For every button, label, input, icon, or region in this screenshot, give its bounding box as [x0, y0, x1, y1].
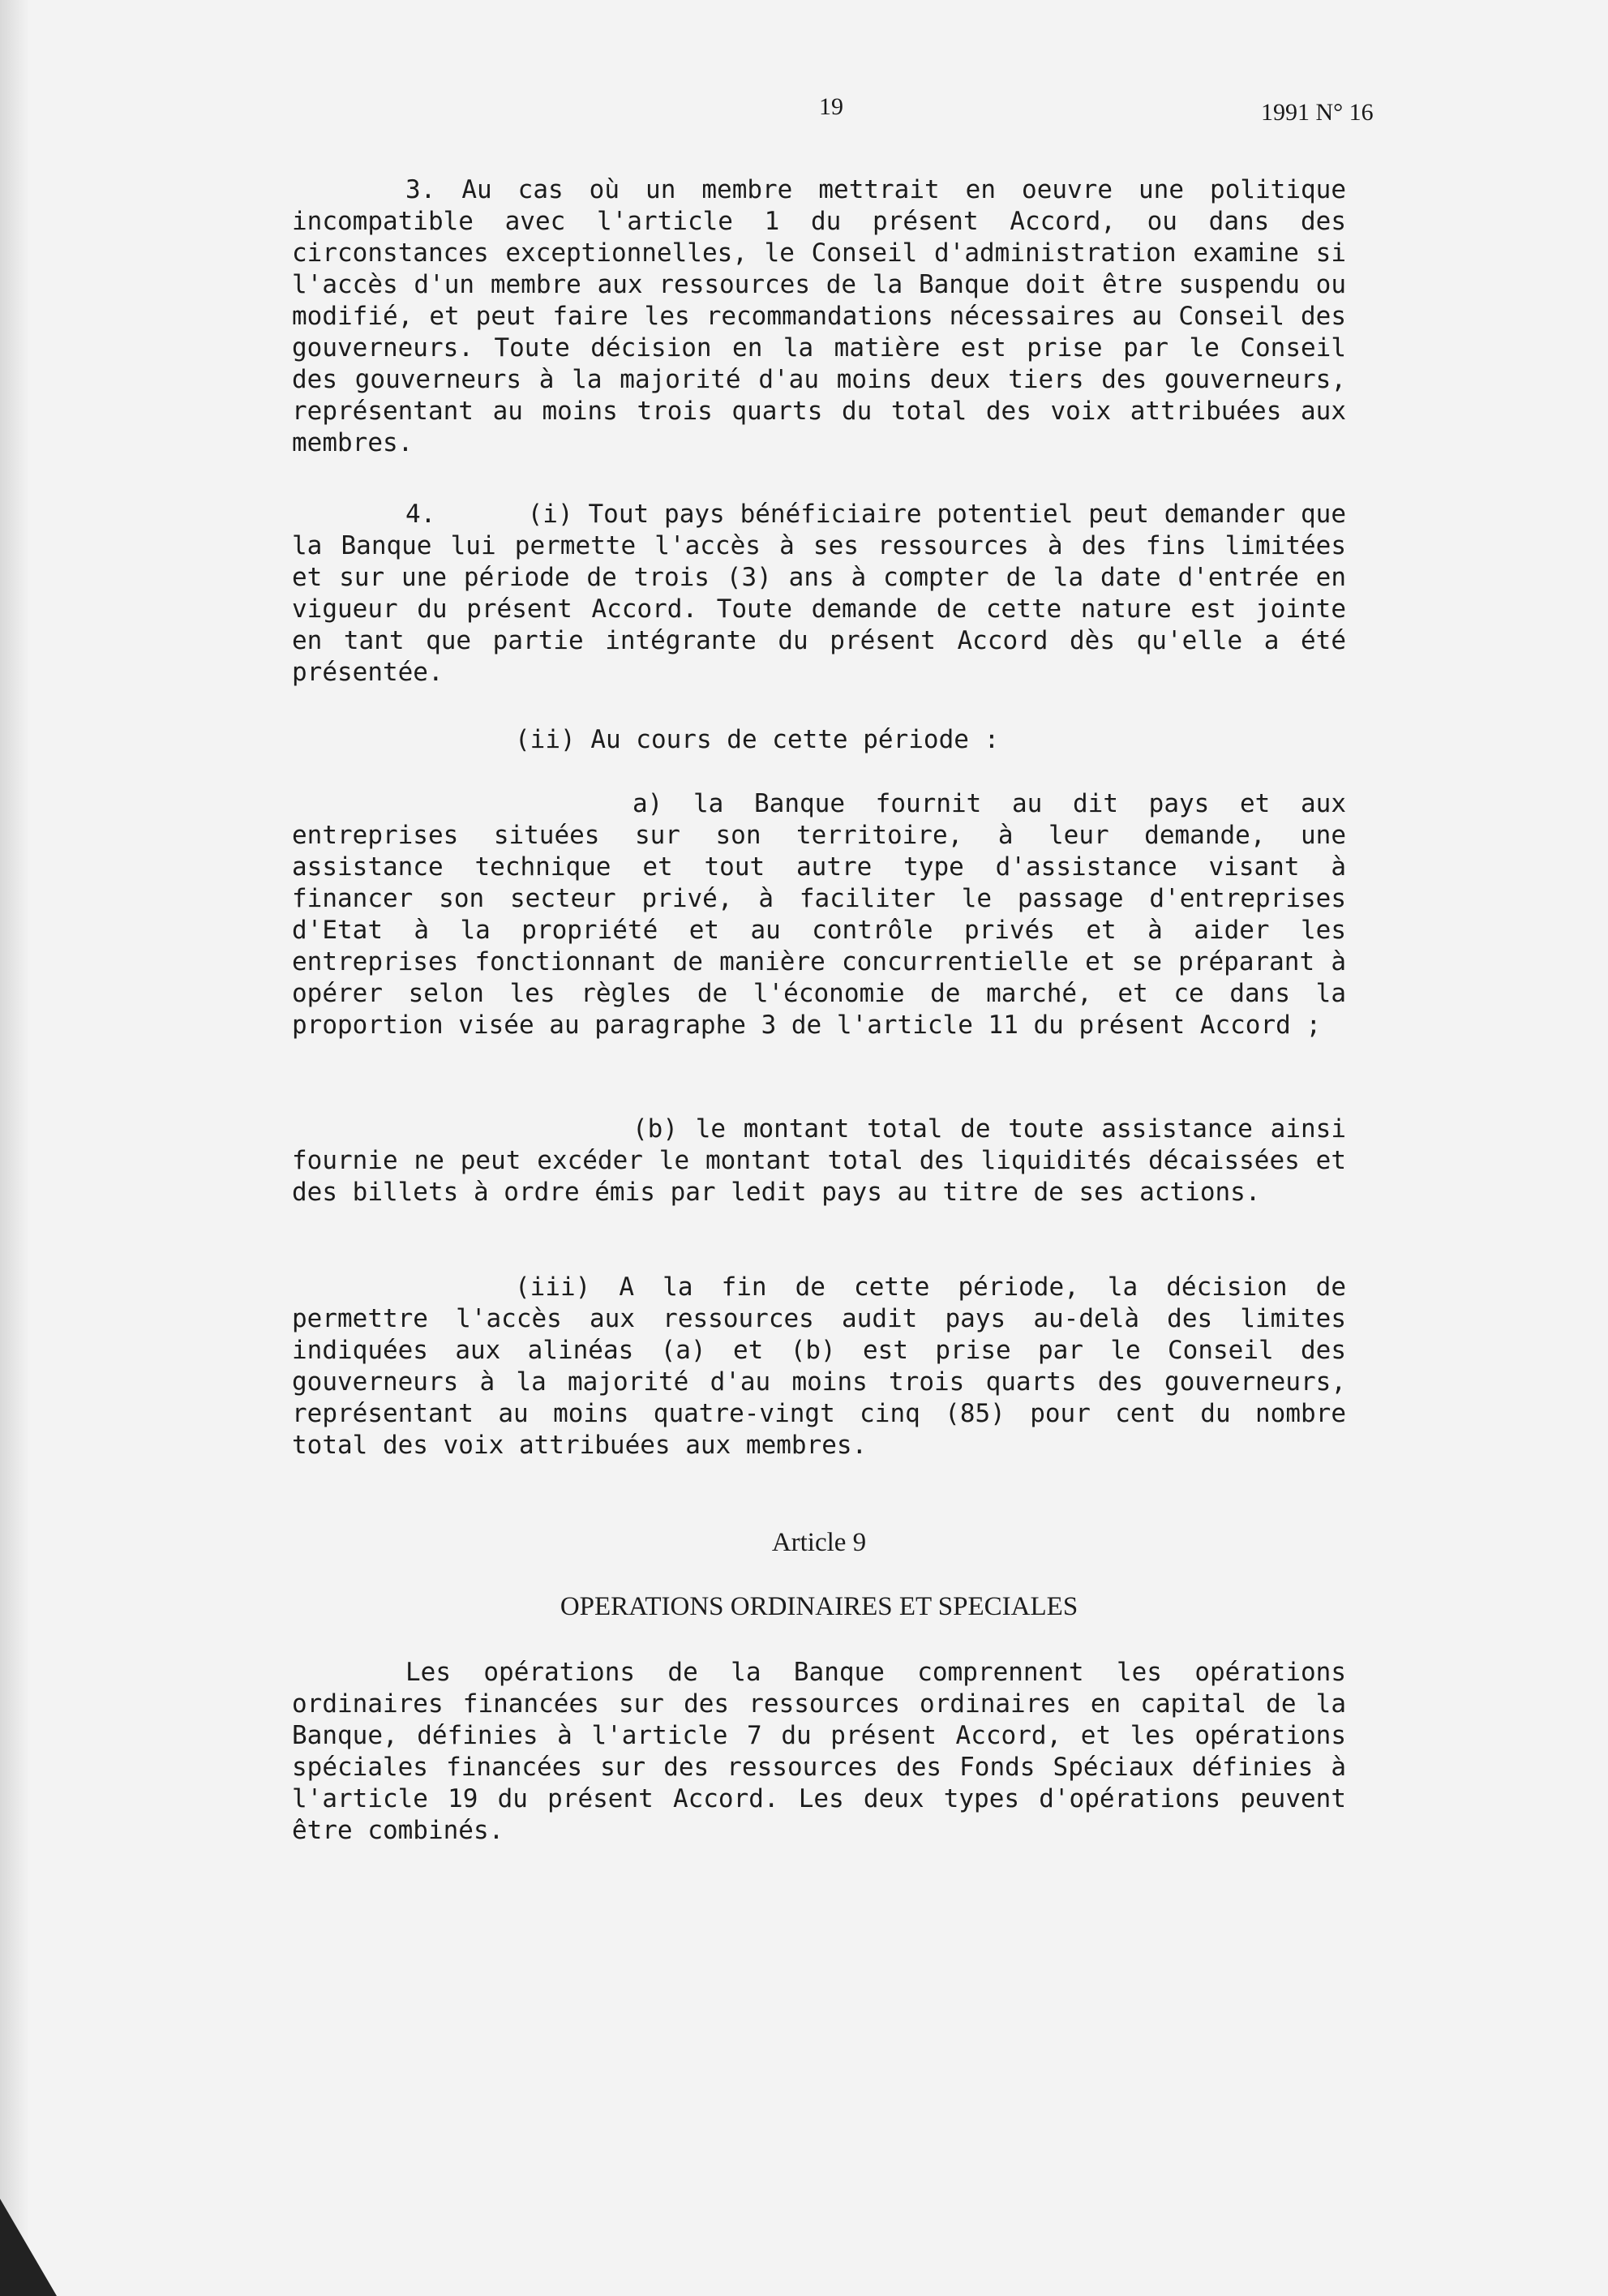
section-4-item-i: 4. (i) Tout pays bénéficiaire potentiel peut demander que la Banque lui permette l'accès à ses ressources à des fins limitées et sur une période de trois (3) ans à compter de la date d'entrée en vigueur du présent Accord. Toute demande de cette nature est jointe en tant que partie intégrante du présent Accord dès qu'elle a été présentée.: [292, 500, 1361, 687]
section-4-item-ii-a: a) la Banque fournit au dit pays et aux entreprises situées sur son territoire, à leur demande, une assistance technique et tout autre type d'assistance visant à financer son secteur privé, à faciliter le passage d'entreprises d'Etat à la propriété et au contrôle privés et à aider les entreprises fonctionnant de manière concurrentielle et se préparant à opérer selon les règles de l'économie de marché, et ce dans la proportion visée au paragraphe 3 de l'article 11 du présent Accord ;: [292, 789, 1346, 1040]
section-4-item-ii-b-block: [292, 1114, 1346, 1208]
page-number: 19: [819, 93, 843, 120]
article-9-paragraph: Les opérations de la Banque comprennent les opérations ordinaires financées sur des ressources ordinaires en capital de la Banque, définies à l'article 7 du présent Accord, et les opérations spéciales financées sur des ressources des Fonds Spéciaux définies à l'article 19 du présent Accord. Les deux types d'opérations peuvent être combinés.: [292, 1658, 1346, 1845]
section-4-block: [292, 499, 1361, 689]
article-9-title: Article 9: [771, 1528, 867, 1557]
document-reference: 1991 N° 16: [1261, 99, 1374, 126]
article-9-subtitle: OPERATIONS ORDINAIRES ET SPECIALES: [560, 1592, 1078, 1621]
section-4-item-ii-title-block: [292, 724, 1346, 756]
page-edge-shadow: [0, 0, 29, 2296]
page-corner: [0, 2199, 57, 2296]
section-4-item-ii-b: (b) le montant total de toute assistance ainsi fournie ne peut excéder le montant total des liquidités décaissées et des billets à ordre émis par ledit pays au titre de ses actions.: [292, 1114, 1346, 1207]
section-3-paragraph: 3. Au cas où un membre mettrait en oeuvre une politique incompatible avec l'article 1 du présent Accord, ou dans des circonstances exceptionnelles, le Conseil d'administration examine si l'accès d'un membre aux ressources de la Banque doit être suspendu ou modifié, et peut faire les recommandations nécessaires au Conseil des gouverneurs. Toute décision en la matière est prise par le Conseil des gouverneurs à la majorité d'au moins deux tiers des gouverneurs, représentant au moins trois quarts du total des voix attribuées aux membres.: [292, 175, 1346, 457]
section-4-item-ii-title: (ii) Au cours de cette période :: [515, 725, 1000, 754]
section-3-block: [292, 174, 1346, 459]
article-9-block: [292, 1657, 1346, 1847]
section-4-item-ii-a-block: [292, 788, 1346, 1041]
section-4-item-iii: (iii) A la fin de cette période, la décision de permettre l'accès aux ressources audit pays au-delà des limites indiquées aux alinéas (a) et (b) est prise par le Conseil des gouverneurs à la majorité d'au moins trois quarts des gouverneurs, représentant au moins quatre-vingt cinq (85) pour cent du nombre total des voix attribuées aux membres.: [292, 1272, 1346, 1460]
section-4-item-iii-block: [292, 1272, 1346, 1461]
